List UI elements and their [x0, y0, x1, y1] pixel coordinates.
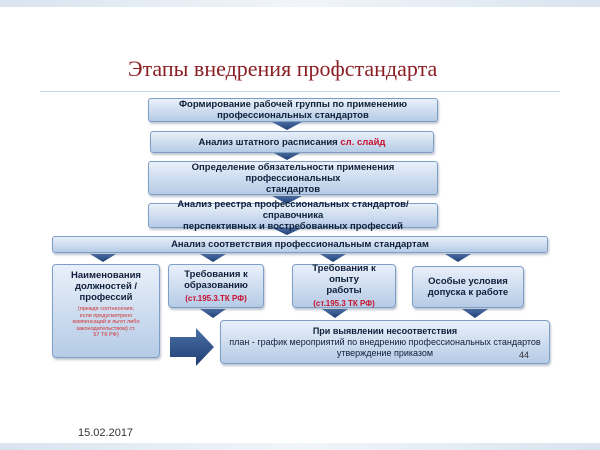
criterion-special-l1: Особые условия	[428, 276, 508, 287]
slide-title: Этапы внедрения профстандарта	[128, 56, 438, 81]
step-registry-line2: перспективных и востребованных профессий	[183, 221, 403, 232]
page-number: 44	[519, 350, 530, 360]
step-staff-schedule	[150, 131, 434, 153]
criterion-special-conditions	[412, 266, 524, 308]
arrow-down-1	[272, 122, 302, 130]
arrow-down-5	[90, 254, 116, 262]
criterion-job-titles-l2: должностей /	[74, 281, 138, 292]
arrow-down-8	[445, 254, 471, 262]
arrow-right-big	[170, 328, 214, 366]
criterion-education-ref: (ст.195.3.ТК РФ)	[185, 293, 247, 303]
criterion-experience-l2: работы	[326, 285, 362, 296]
criterion-experience-ref: (ст.195.3 ТК РФ)	[313, 299, 375, 308]
note-line-1: (прежде соотнесения,	[77, 306, 135, 312]
step-work-group-line1: Формирование рабочей группы по применению	[178, 99, 408, 110]
next-slide-link[interactable]: сл. слайд	[340, 136, 386, 148]
result-action-plan	[220, 320, 550, 364]
criterion-education	[168, 264, 264, 308]
step-compliance-text: Анализ соответствия профессиональным стандартам	[171, 239, 429, 250]
criterion-experience	[292, 264, 396, 308]
arrow-down-6	[200, 254, 226, 262]
result-line2: план - график мероприятий по внедрению профессиональных стандартов	[229, 336, 541, 347]
arrow-down-9	[200, 309, 226, 318]
arrow-down-7	[320, 254, 346, 262]
step-compliance-analysis	[52, 236, 548, 253]
arrow-down-11	[462, 309, 488, 318]
criterion-job-titles-note	[72, 306, 139, 339]
note-line-3: компенсаций и льгот либо	[72, 319, 140, 325]
step-staff-schedule-text	[199, 137, 386, 148]
note-line-4: законодательством) ст.	[76, 325, 136, 332]
result-line1: При выявлении несоответствия	[312, 325, 458, 336]
step-staff-schedule-label: Анализ штатного расписания	[198, 136, 338, 148]
criterion-education-l1: Требования к	[184, 268, 248, 280]
criterion-job-titles-l1: Наименования	[71, 270, 141, 281]
step-registry-line1: Анализ реестра профессиональных стандартов/ справочника	[177, 199, 409, 221]
slide-date: 15.02.2017	[78, 427, 134, 439]
step-obligation-line1: Определение обязательности применения профессиональных	[191, 161, 395, 184]
note-line-2: если предусмотрено	[79, 312, 133, 319]
step-work-group-line2: профессиональных стандартов	[217, 110, 369, 121]
result-line3: утверждение приказом	[336, 347, 434, 358]
step-work-group	[148, 98, 438, 122]
arrow-down-2	[272, 152, 302, 160]
criterion-education-l2: образованию	[184, 279, 248, 291]
criterion-job-titles	[52, 264, 160, 358]
criterion-experience-l1: Требования к опыту	[312, 263, 376, 285]
criterion-special-l2: допуска к работе	[427, 287, 509, 298]
step-obligation	[148, 161, 438, 195]
note-line-5: 57 ТК РФ)	[93, 332, 119, 338]
step-obligation-line2: стандартов	[265, 183, 321, 195]
arrow-down-10	[322, 309, 348, 318]
step-registry-analysis	[148, 199, 438, 232]
criterion-job-titles-l3: профессий	[79, 292, 133, 303]
